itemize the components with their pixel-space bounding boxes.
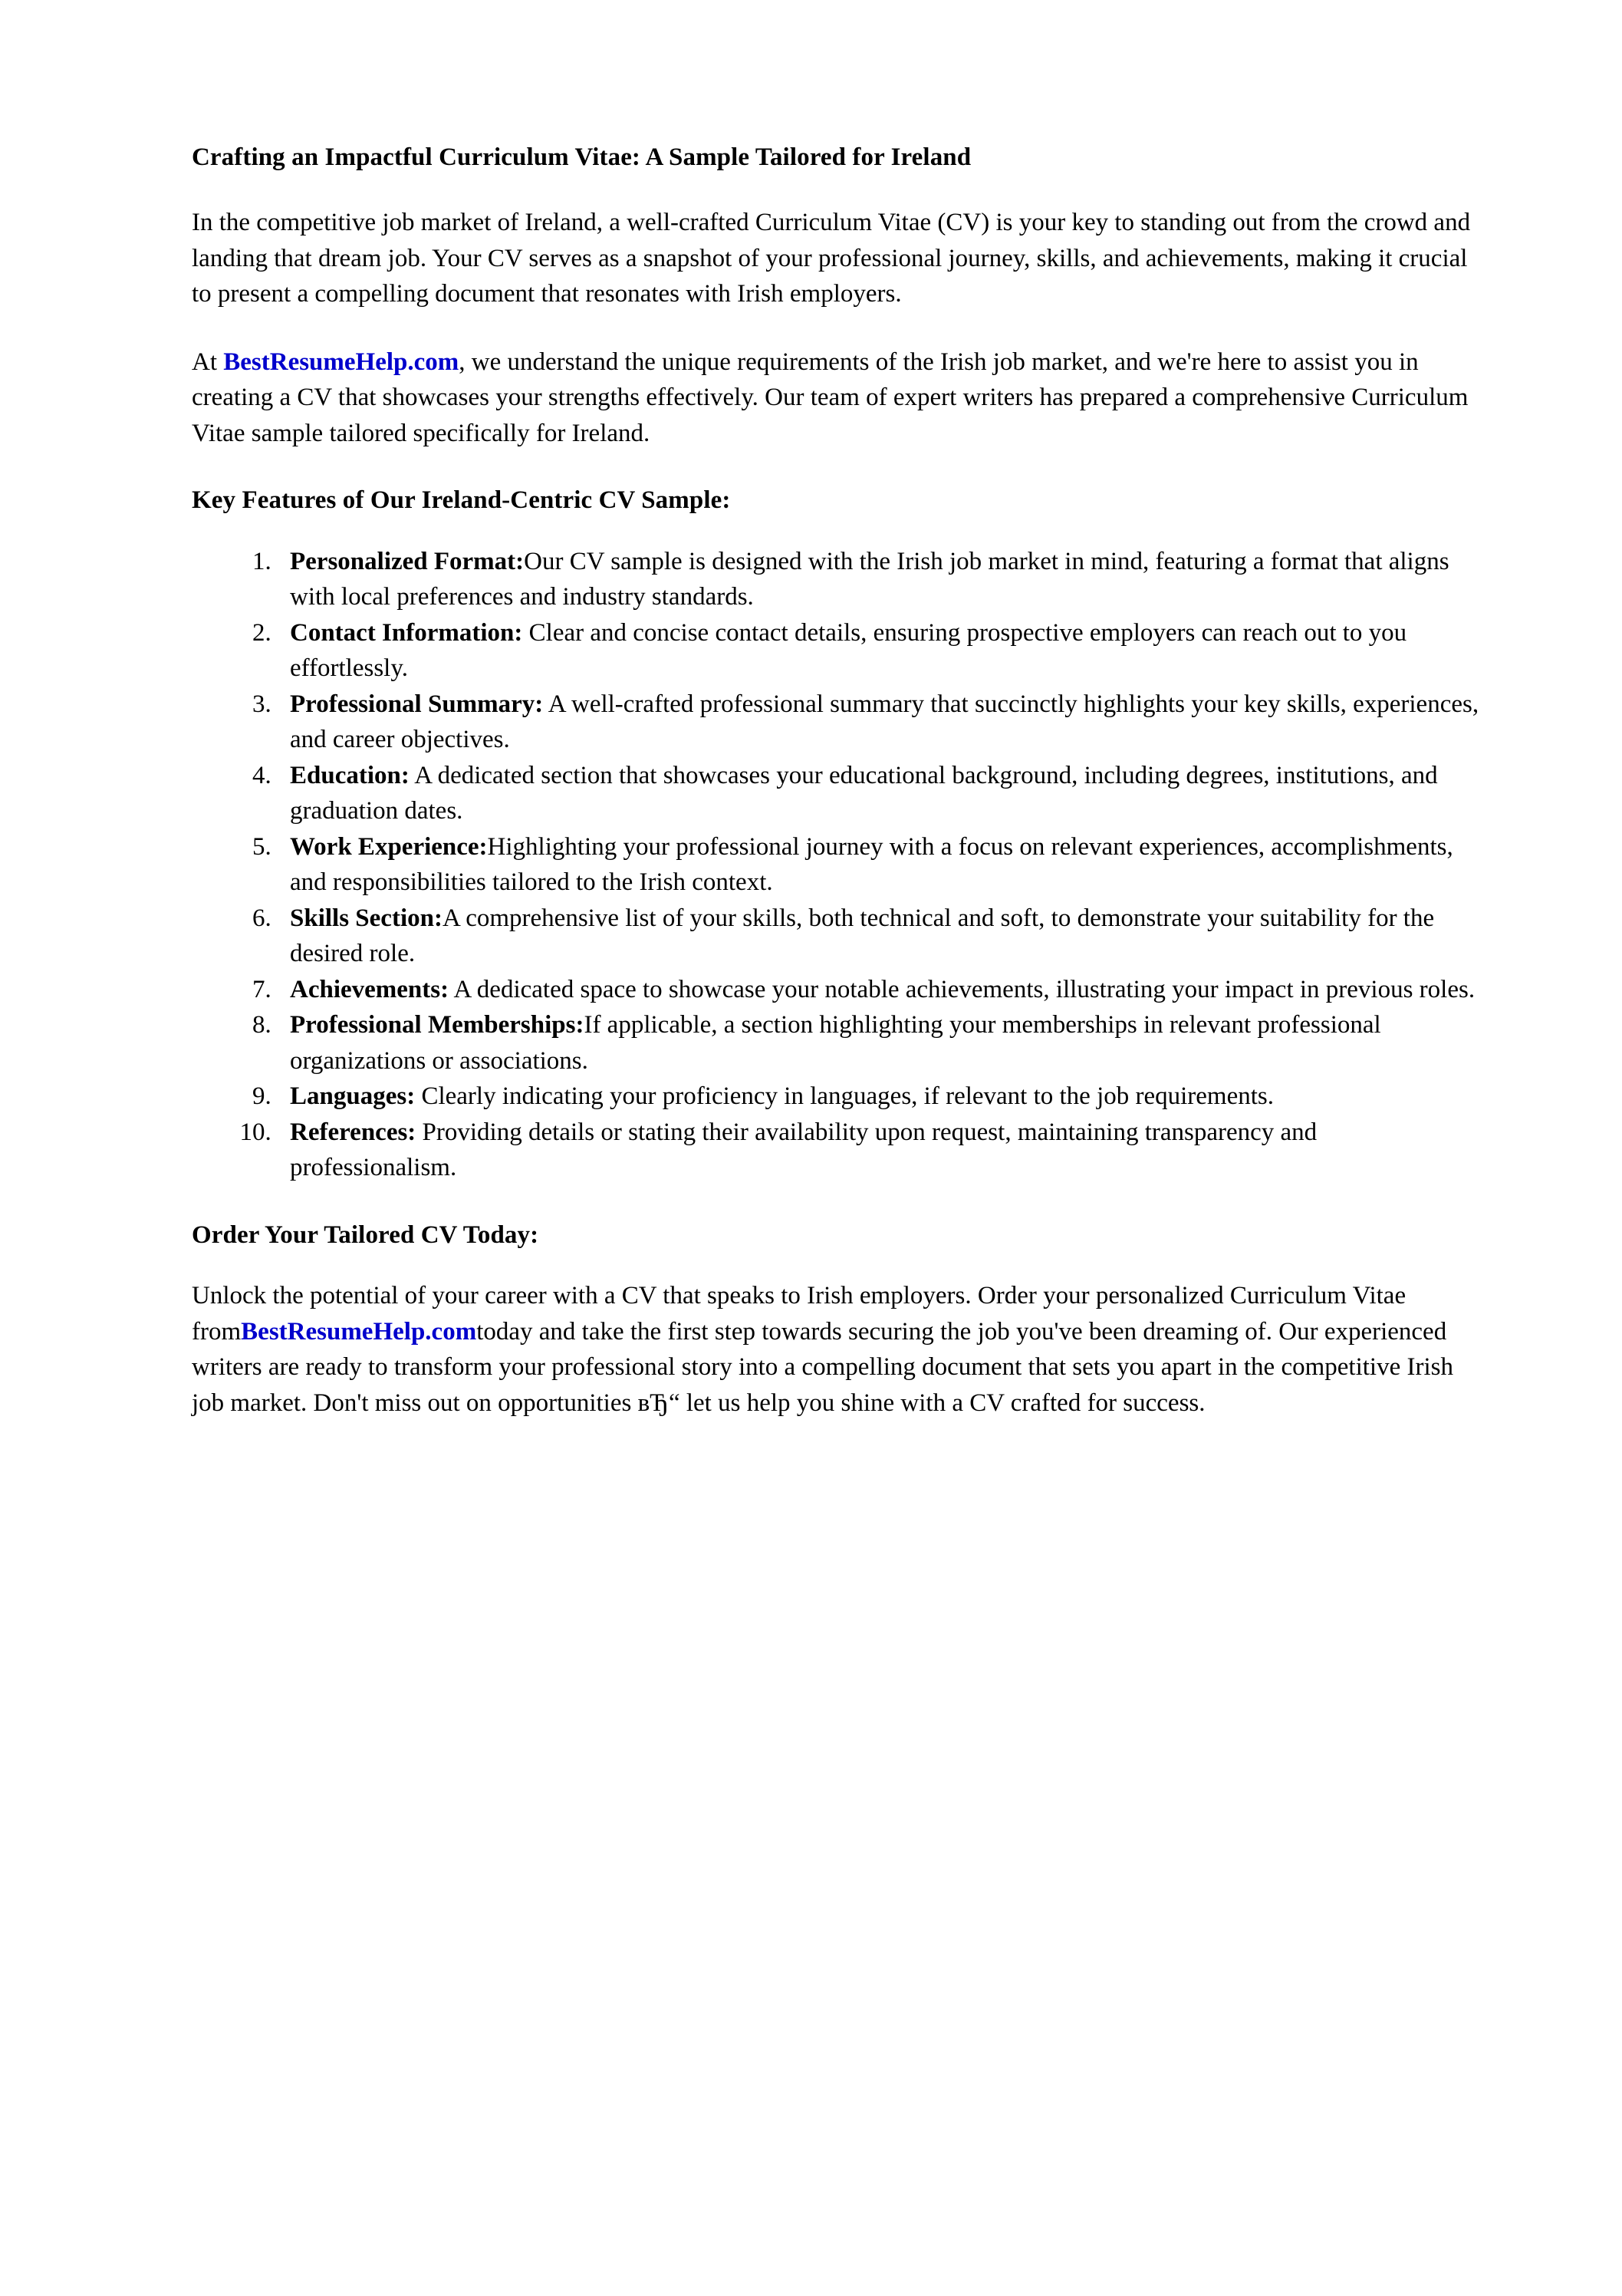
closing-paragraph	[192, 1278, 1488, 1421]
link-paragraph-after: , we understand the unique requirements of the Irish job market, and we're here to assist you in creating a CV that showcases your strengths effectively. Our team of expert writers has prepared a comprehensive Curriculum Vitae sample tailored specifically for Ireland.	[192, 348, 1469, 447]
list-item	[278, 972, 1488, 1008]
feature-description: Highlighting your professional journey with a focus on relevant experiences, accomplishments, and responsibilities tailored to the Irish context.	[290, 832, 1453, 897]
feature-description: A comprehensive list of your skills, both technical and soft, to demonstrate your suitability for the desired role.	[290, 904, 1435, 968]
list-item	[278, 687, 1488, 758]
link-paragraph-before: At	[192, 348, 224, 376]
intro-paragraph: In the competitive job market of Ireland, a well-crafted Curriculum Vitae (CV) is your key to standing out from the crowd and landing that dream job. Your CV serves as a snapshot of your professional journey, skills, and achievements, making it crucial to present a compelling document that resonates with Irish employers.	[192, 209, 1471, 308]
list-item	[278, 829, 1488, 901]
list-item	[278, 1079, 1488, 1115]
feature-term: Professional Summary:	[290, 690, 544, 718]
list-item	[278, 615, 1488, 687]
feature-description: Our CV sample is designed with the Irish job market in mind, featuring a format that aligns with local preferences and industry standards.	[290, 547, 1449, 611]
list-item	[278, 1115, 1488, 1186]
feature-description: A dedicated space to showcase your notable achievements, illustrating your impact in previous roles.	[449, 975, 1476, 1003]
feature-term: Education:	[290, 761, 410, 789]
closing-paragraph-before: Unlock the potential of your career with a CV that speaks to Irish employers. Order your personalized Curriculum Vitae from	[192, 1282, 1407, 1346]
feature-description: Clearly indicating your proficiency in languages, if relevant to the job requirements.	[415, 1082, 1275, 1111]
link-paragraph	[192, 344, 1488, 452]
feature-term: Languages:	[290, 1082, 416, 1111]
bestresumehelp-link-top[interactable]: BestResumeHelp.com	[223, 348, 459, 376]
list-item	[278, 544, 1488, 615]
features-heading: Key Features of Our Ireland-Centric CV Sample:	[192, 486, 731, 515]
feature-term: Contact Information:	[290, 618, 523, 647]
feature-term: Work Experience:	[290, 832, 488, 861]
feature-term: Personalized Format:	[290, 547, 525, 575]
closing-paragraph-after: today and take the first step towards securing the job you've been dreaming of. Our experienced writers are ready to transform your professional story into a compelling document that sets you apart in the competitive Irish job market. Don't miss out on opportunities вЂ“ let us help you shine with a CV crafted for success.	[192, 1317, 1453, 1417]
feature-description: Clear and concise contact details, ensuring prospective employers can reach out to you effortlessly.	[290, 618, 1407, 683]
feature-description: A well-crafted professional summary that succinctly highlights your key skills, experiences, and career objectives.	[290, 690, 1479, 754]
document-body	[192, 142, 1488, 1421]
order-heading: Order Your Tailored CV Today:	[192, 1220, 539, 1249]
list-item	[278, 758, 1488, 829]
features-list	[192, 544, 1488, 1186]
page-title: Crafting an Impactful Curriculum Vitae: A Sample Tailored for Ireland	[192, 143, 972, 171]
feature-description: If applicable, a section highlighting your memberships in relevant professional organizations or associations.	[290, 1011, 1381, 1075]
feature-term: References:	[290, 1118, 416, 1146]
list-item	[278, 901, 1488, 972]
feature-term: Achievements:	[290, 975, 449, 1003]
feature-description: Providing details or stating their availability upon request, maintaining transparency and professionalism.	[290, 1118, 1318, 1182]
list-item	[278, 1007, 1488, 1079]
feature-term: Skills Section:	[290, 904, 443, 932]
bestresumehelp-link-bottom[interactable]: BestResumeHelp.com	[241, 1317, 477, 1346]
feature-description: A dedicated section that showcases your educational background, including degrees, institutions, and graduation dates.	[290, 761, 1438, 825]
feature-term: Professional Memberships:	[290, 1011, 584, 1039]
